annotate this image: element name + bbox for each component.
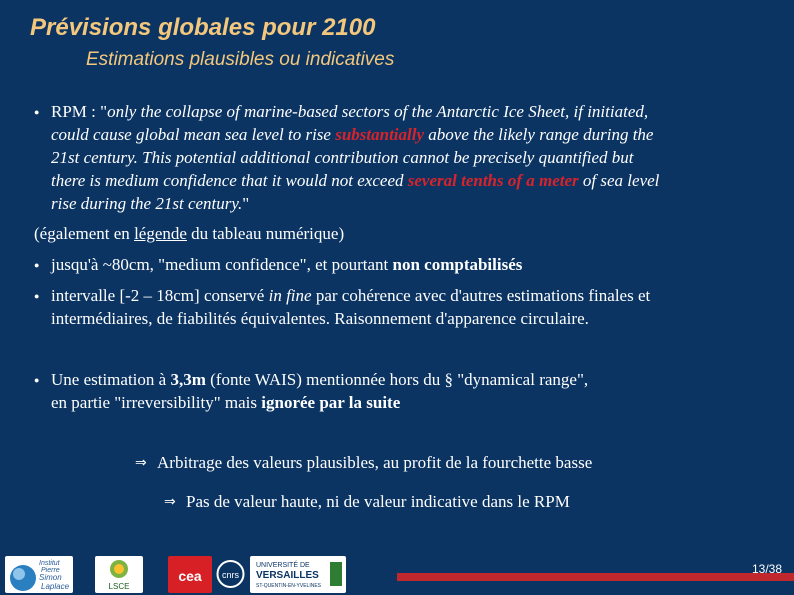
emphasis-substantially: substantially: [335, 125, 425, 144]
svg-text:cnrs: cnrs: [221, 570, 240, 580]
quote-line-2b: above the likely range during the: [424, 125, 654, 144]
cnrs-logo: [215, 556, 246, 593]
quote-suffix: ": [242, 194, 250, 213]
svg-text:Laplace: Laplace: [41, 582, 70, 591]
implies-arrow-icon: ⇒: [135, 455, 147, 471]
bullet-2-text: jusqu'à ~80cm, "medium confidence", et pourtant: [51, 255, 393, 274]
implies-arrow-icon: ⇒: [164, 494, 176, 510]
bullet-rpm-quote: [51, 100, 781, 215]
svg-text:Pierre: Pierre: [41, 567, 60, 574]
legend-note-c: du tableau numérique): [186, 224, 345, 243]
uvsq-logo: [250, 556, 346, 593]
bullet-dot-icon: ●: [34, 291, 40, 301]
ipsl-logo: [5, 556, 73, 593]
bullet-3-c: par cohérence avec d'autres estimations finales et: [311, 286, 651, 305]
legend-note: [34, 222, 344, 245]
quote-line-4a: there is medium confidence that it would not exceed: [51, 171, 408, 190]
bullet-4-c: (fonte WAIS) mentionnée hors du § "dynamical range",: [205, 370, 589, 389]
svg-text:Simon: Simon: [39, 573, 62, 582]
svg-text:LSCE: LSCE: [108, 582, 130, 591]
emphasis-tenths-meter: several tenths of a meter: [407, 171, 579, 190]
slide-subtitle: Estimations plausibles ou indicatives: [86, 49, 395, 70]
quote-line-5: rise during the 21st century.: [51, 194, 243, 213]
bullet-3-a: intervalle [-2 – 18cm] conservé: [51, 286, 269, 305]
bullet-4-d: en partie "irreversibility" mais: [51, 393, 262, 412]
bullet-4-bold-value: 3,3m: [170, 370, 206, 389]
bullet-4-bold-ignored: ignorée par la suite: [261, 393, 401, 412]
quote-line-1: only the collapse of marine-based sectors of the Antarctic Ice Sheet, if initiated,: [107, 102, 649, 121]
bullet-medium-confidence: [51, 253, 522, 276]
bullet-wais-estimate: [51, 368, 781, 414]
quote-line-4b: of sea level: [578, 171, 660, 190]
legend-note-underlined: légende: [134, 224, 187, 243]
cea-logo: [168, 556, 212, 593]
footer-accent-bar: [397, 573, 794, 581]
page-number: 13/38: [751, 562, 782, 576]
bullet-2-bold: non comptabilisés: [392, 255, 523, 274]
svg-text:ST-QUENTIN-EN-YVELINES: ST-QUENTIN-EN-YVELINES: [256, 583, 322, 589]
svg-text:UNIVERSITÉ DE: UNIVERSITÉ DE: [256, 562, 310, 569]
svg-text:Institut: Institut: [39, 560, 60, 567]
bullet-interval: [51, 284, 781, 330]
bullet-dot-icon: ●: [34, 375, 40, 385]
quote-prefix: RPM : ": [51, 102, 108, 121]
legend-note-a: (également en: [34, 224, 135, 243]
quote-line-3: 21st century. This potential additional contribution cannot be precisely quantified but: [51, 148, 634, 167]
bullet-4-a: Une estimation à: [51, 370, 171, 389]
lsce-logo: [95, 556, 143, 593]
bullet-dot-icon: ●: [34, 107, 40, 117]
bullet-dot-icon: ●: [34, 260, 40, 270]
svg-text:VERSAILLES: VERSAILLES: [256, 570, 319, 581]
conclusion-1: Arbitrage des valeurs plausibles, au profit de la fourchette basse: [157, 453, 593, 472]
slide-title: Prévisions globales pour 2100: [30, 14, 376, 41]
conclusion-2: Pas de valeur haute, ni de valeur indicative dans le RPM: [186, 492, 570, 511]
bullet-3-italic: in fine: [268, 286, 312, 305]
bullet-3-d: intermédiaires, de fiabilités équivalentes. Raisonnement d'apparence circulaire.: [51, 309, 589, 328]
svg-text:cea: cea: [178, 568, 202, 584]
quote-line-2a: could cause global mean sea level to rise: [51, 125, 336, 144]
